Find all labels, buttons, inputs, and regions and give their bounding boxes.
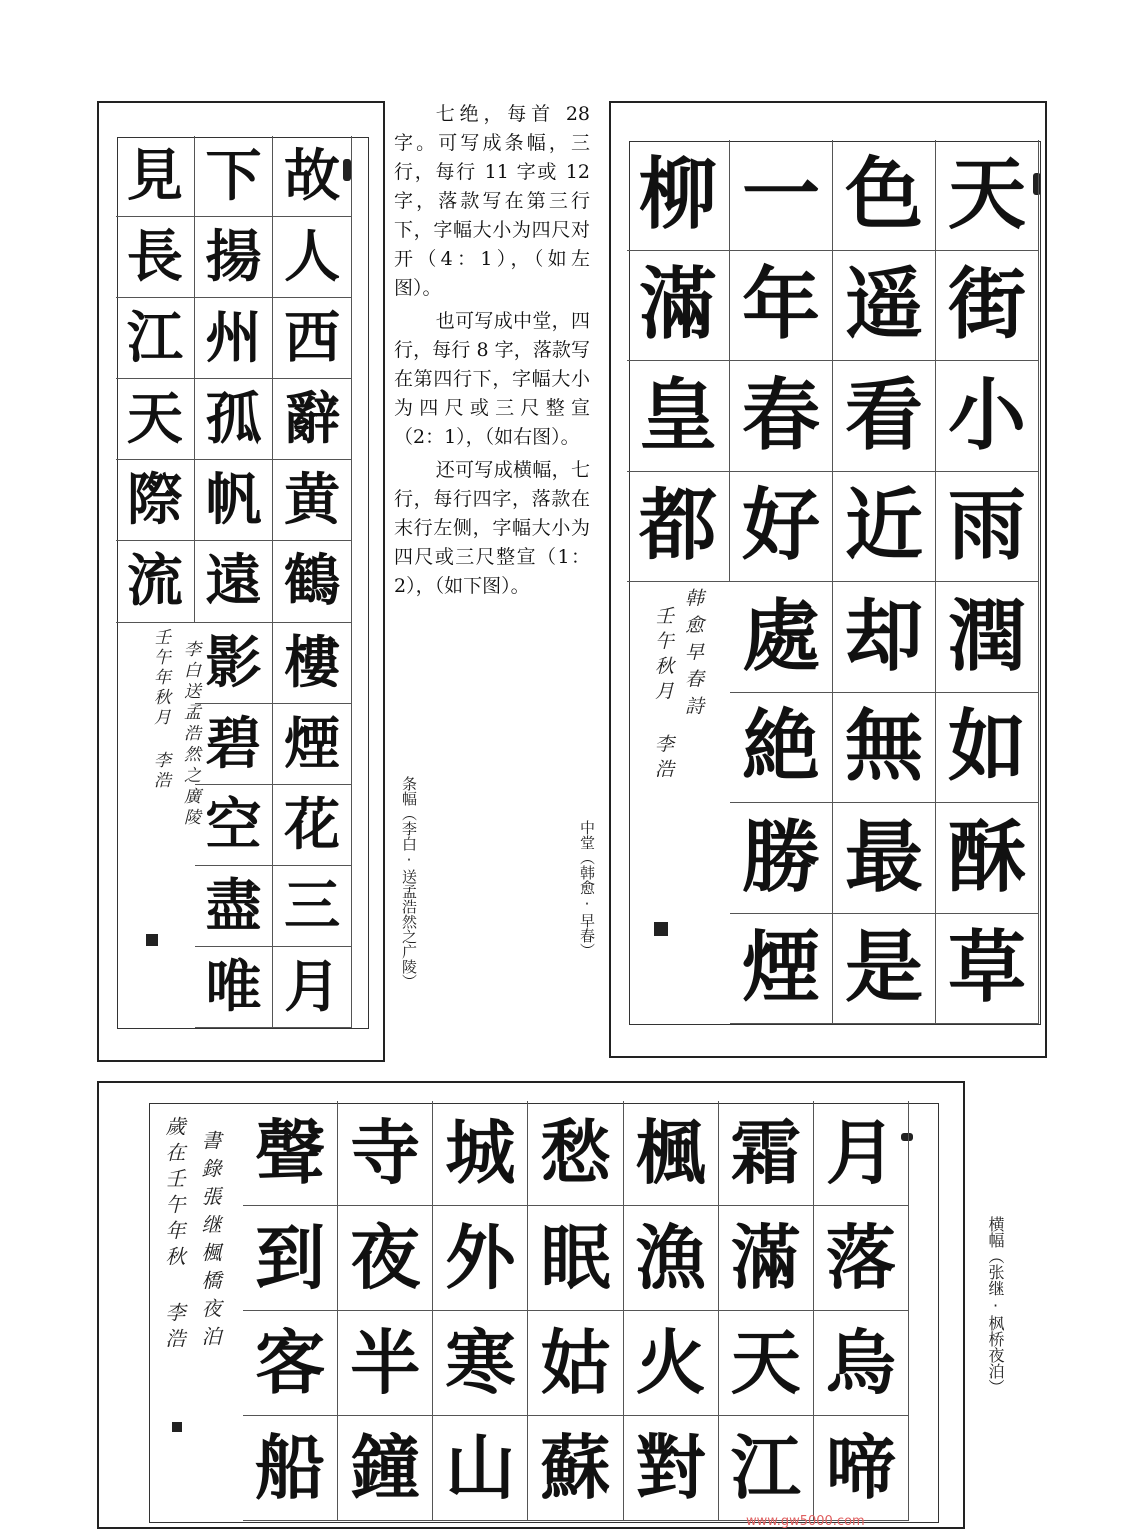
calligraphy-char: 州: [195, 298, 274, 379]
calligraphy-char: 年: [730, 251, 833, 362]
calligraphy-char: 楓: [624, 1101, 719, 1206]
tiaofu-character-grid: [116, 136, 352, 1028]
calligraphy-char: 船: [243, 1416, 338, 1521]
calligraphy-char: 寒: [433, 1311, 528, 1416]
empty-cell: [627, 914, 730, 1025]
calligraphy-char: 處: [730, 582, 833, 693]
calligraphy-char: 流: [116, 541, 195, 622]
calligraphy-char: 街: [936, 251, 1039, 362]
calligraphy-char: 揚: [195, 217, 274, 298]
calligraphy-char: 却: [833, 582, 936, 693]
calligraphy-char: 勝: [730, 803, 833, 914]
calligraphy-char: 夜: [338, 1206, 433, 1311]
calligraphy-char: 盡: [195, 866, 274, 947]
zhongtang-signature-title: 韩愈早春詩: [682, 588, 704, 723]
calligraphy-char: 春: [730, 361, 833, 472]
calligraphy-char: 皇: [627, 361, 730, 472]
calligraphy-char: 遥: [833, 251, 936, 362]
tiaofu-signature-title: 李白送孟浩然之廣陵: [180, 640, 200, 829]
calligraphy-char: 黄: [273, 460, 352, 541]
calligraphy-char: 人: [273, 217, 352, 298]
calligraphy-char: 花: [273, 785, 352, 866]
calligraphy-char: 碧: [195, 704, 274, 785]
calligraphy-char: 天: [116, 379, 195, 460]
zhongtang-seal: [654, 922, 668, 936]
calligraphy-char: 對: [624, 1416, 719, 1521]
calligraphy-char: 漁: [624, 1206, 719, 1311]
watermark: www.gw5000.com: [746, 1514, 865, 1529]
calligraphy-char: 下: [195, 136, 274, 217]
calligraphy-char: 月: [273, 947, 352, 1028]
calligraphy-char: 無: [833, 693, 936, 804]
calligraphy-char: 霜: [719, 1101, 814, 1206]
calligraphy-char: 眠: [528, 1206, 623, 1311]
calligraphy-char: 煙: [273, 704, 352, 785]
calligraphy-char: 西: [273, 298, 352, 379]
calligraphy-char: 小: [936, 361, 1039, 472]
calligraphy-char: 絶: [730, 693, 833, 804]
note-paragraph-hengfu: 还可写成横幅，七行，每行四字，落款在末行左侧，字幅大小为四尺或三尺整宣（1：2），（如下图）。: [394, 459, 590, 597]
calligraphy-char: 天: [719, 1311, 814, 1416]
calligraphy-char: 江: [719, 1416, 814, 1521]
calligraphy-char: 寺: [338, 1101, 433, 1206]
hengfu-signature-date: 歲在壬午年秋 李浩: [162, 1116, 186, 1354]
calligraphy-char: 半: [338, 1311, 433, 1416]
calligraphy-char: 滿: [719, 1206, 814, 1311]
calligraphy-char: 鐘: [338, 1416, 433, 1521]
calligraphy-char: 雨: [936, 472, 1039, 583]
calligraphy-char: 江: [116, 298, 195, 379]
calligraphy-char: 煙: [730, 914, 833, 1025]
calligraphy-char: 愁: [528, 1101, 623, 1206]
calligraphy-char: 城: [433, 1101, 528, 1206]
calligraphy-char: 草: [936, 914, 1039, 1025]
calligraphy-char: 鶴: [273, 541, 352, 622]
empty-cell: [116, 947, 195, 1028]
calligraphy-char: 唯: [195, 947, 274, 1028]
format-description: [394, 100, 590, 605]
hengfu-character-grid: [243, 1101, 909, 1521]
calligraphy-char: 空: [195, 785, 274, 866]
calligraphy-char: 見: [116, 136, 195, 217]
calligraphy-char: 到: [243, 1206, 338, 1311]
calligraphy-char: 蘇: [528, 1416, 623, 1521]
zhongtang-character-grid: [627, 140, 1039, 1024]
calligraphy-char: 一: [730, 140, 833, 251]
calligraphy-char: 落: [814, 1206, 909, 1311]
zhongtang-caption: 中堂（韩愈·早春）: [578, 820, 596, 958]
calligraphy-char: 影: [195, 623, 274, 704]
calligraphy-char: 際: [116, 460, 195, 541]
tiaofu-signature-date: 壬午年秋月 李浩: [150, 628, 170, 791]
calligraphy-char: 啼: [814, 1416, 909, 1521]
calligraphy-char: 色: [833, 140, 936, 251]
empty-cell: [627, 582, 730, 693]
calligraphy-char: 聲: [243, 1101, 338, 1206]
tiaofu-seal: [146, 934, 158, 946]
calligraphy-char: 看: [833, 361, 936, 472]
calligraphy-char: 樓: [273, 623, 352, 704]
calligraphy-char: 最: [833, 803, 936, 914]
empty-cell: [627, 803, 730, 914]
calligraphy-char: 姑: [528, 1311, 623, 1416]
zhongtang-signature-date: 壬午秋月 李浩: [652, 606, 674, 784]
calligraphy-char: 辭: [273, 379, 352, 460]
tiaofu-caption: 条幅（李白·送孟浩然之广陵）: [400, 776, 418, 989]
calligraphy-char: 帆: [195, 460, 274, 541]
calligraphy-char: 孤: [195, 379, 274, 460]
calligraphy-char: 遠: [195, 541, 274, 622]
calligraphy-char: 月: [814, 1101, 909, 1206]
calligraphy-char: 滿: [627, 251, 730, 362]
calligraphy-char: 三: [273, 866, 352, 947]
hengfu-signature-title: 書錄張继楓橋夜泊: [198, 1130, 222, 1354]
note-paragraph-zhongtang: 也可写成中堂，四行，每行 8 字，落款写在第四行下，字幅大小为四尺或三尺整宣（2：1），（如右图）。: [394, 310, 590, 448]
calligraphy-char: 長: [116, 217, 195, 298]
calligraphy-char: 山: [433, 1416, 528, 1521]
calligraphy-char: 潤: [936, 582, 1039, 693]
note-paragraph-tiaofu: 七绝，每首 28 字。可写成条幅，三行，每行 11 字或 12 字，落款写在第三行下，字幅大小为四尺对开（4：1），（如左图）。: [394, 103, 590, 299]
calligraphy-char: 客: [243, 1311, 338, 1416]
hengfu-seal: [172, 1422, 182, 1432]
calligraphy-char: 好: [730, 472, 833, 583]
calligraphy-char: 是: [833, 914, 936, 1025]
empty-cell: [627, 693, 730, 804]
calligraphy-char: 天: [936, 140, 1039, 251]
calligraphy-char: 柳: [627, 140, 730, 251]
hengfu-caption: 横幅（张继·枫桥夜泊）: [986, 1216, 1005, 1395]
calligraphy-char: 火: [624, 1311, 719, 1416]
calligraphy-char: 外: [433, 1206, 528, 1311]
calligraphy-char: 酥: [936, 803, 1039, 914]
calligraphy-char: 近: [833, 472, 936, 583]
calligraphy-char: 如: [936, 693, 1039, 804]
calligraphy-char: 故: [273, 136, 352, 217]
calligraphy-char: 都: [627, 472, 730, 583]
calligraphy-char: 烏: [814, 1311, 909, 1416]
